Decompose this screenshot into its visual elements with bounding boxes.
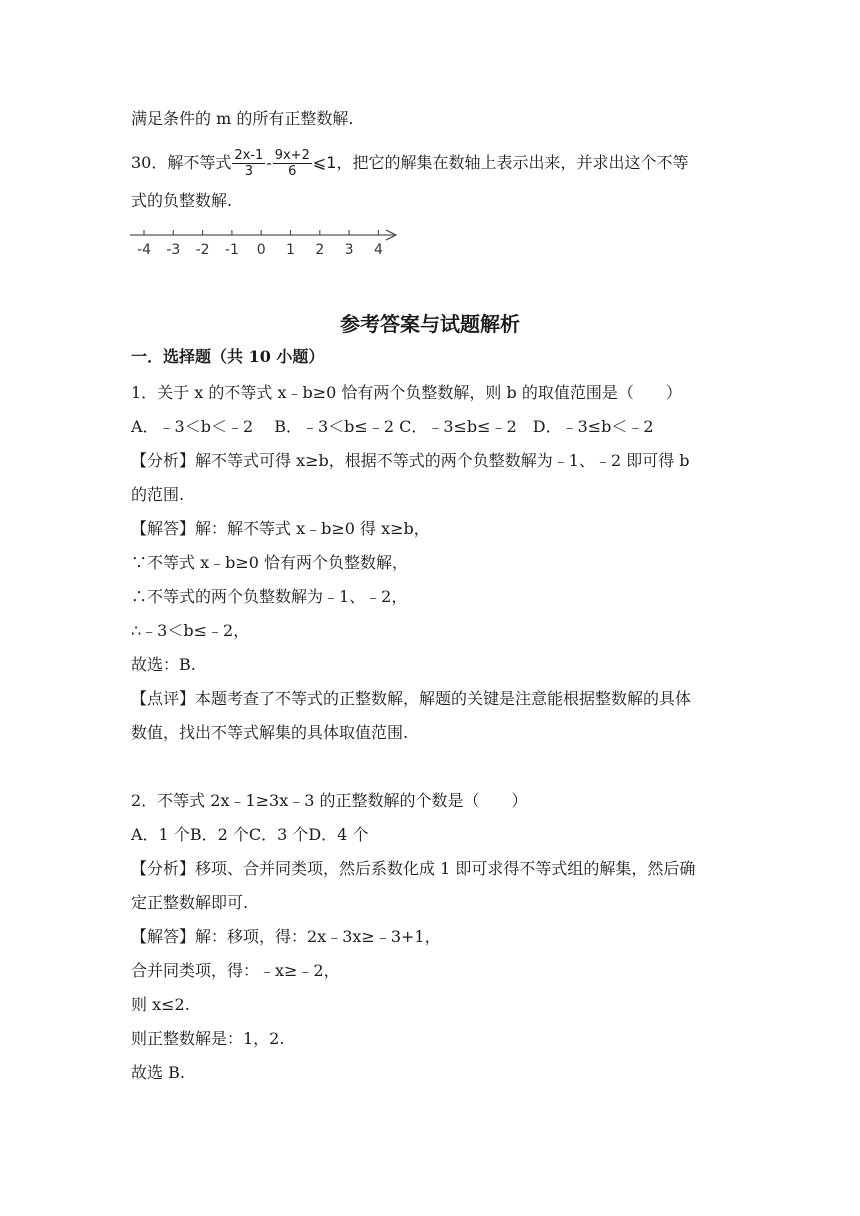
q2-solution-line-3: 则 x≤2. (131, 995, 190, 1014)
q2-solution-line-4: 则正整数解是：1，2. (131, 1029, 285, 1048)
q1-solution-line-3: ∴不等式的两个负整数解为﹣1、﹣2， (131, 587, 408, 606)
q2-stem: 2．不等式 2x﹣1≥3x﹣3 的正整数解的个数是（ ） (131, 791, 528, 810)
q1-comment-line-1: 【点评】本题考查了不等式的正整数解，解题的关键是注意能根据整数解的具体 (131, 689, 692, 708)
fraction-1-denominator: 3 (244, 164, 253, 179)
number-line-label: 4 (373, 242, 383, 258)
number-line-label: -1 (224, 242, 239, 258)
q1-solution-line-1: 【解答】解：解不等式 x﹣b≥0 得 x≥b， (131, 519, 430, 538)
q1-solution-line-5: 故选：B. (131, 655, 196, 674)
q2-options: A．1 个B．2 个C．3 个D．4 个 (131, 825, 369, 844)
number-line-label: 2 (315, 242, 325, 258)
fraction-2 (273, 148, 312, 179)
q2-solution-line-5: 故选 B. (131, 1063, 185, 1082)
number-line-label: 3 (344, 242, 354, 258)
fraction-1 (232, 148, 265, 179)
q2-analysis-line-1: 【分析】移项、合并同类项，然后系数化成 1 即可求得不等式组的解集，然后确 (131, 859, 696, 878)
q2-analysis-line-2: 定正整数解即可. (131, 893, 249, 912)
question-30-line-2: 式的负整数解. (131, 191, 233, 210)
question-30-prefix: 30．解不等式 (131, 153, 232, 172)
q2-solution-line-2: 合并同类项，得：﹣x≥﹣2， (131, 961, 340, 980)
q2-solution-line-1: 【解答】解：移项，得：2x﹣3x≥﹣3+1， (131, 927, 441, 946)
number-line (126, 222, 406, 258)
number-line-label: -4 (137, 242, 151, 258)
number-line-label: -3 (166, 242, 181, 258)
number-line-label: 1 (286, 242, 295, 258)
minus-sign: - (266, 153, 272, 172)
fraction-2-numerator: 9x+2 (274, 148, 310, 163)
q1-comment-line-2: 数值，找出不等式解集的具体取值范围. (131, 723, 409, 742)
answers-title: 参考答案与试题解析 (340, 312, 520, 336)
q1-analysis-line-1: 【分析】解不等式可得 x≥b，根据不等式的两个负整数解为﹣1、﹣2 即可得 b (131, 451, 690, 470)
q1-solution-line-4: ∴﹣3＜b≤﹣2， (131, 621, 250, 640)
section-heading: 一．选择题（共 10 小题） (131, 347, 325, 366)
question-30-line-1 (131, 148, 688, 179)
q1-options: A．﹣3＜b＜﹣2 B．﹣3＜b≤﹣2 C．﹣3≤b≤﹣2 D．﹣3≤b＜﹣2 (131, 417, 654, 436)
relation: ⩽1 (312, 153, 337, 172)
number-line-label: -2 (195, 242, 210, 258)
q1-analysis-line-2: 的范围. (131, 485, 185, 504)
q1-solution-line-2: ∵不等式 x﹣b≥0 恰有两个负整数解， (131, 553, 409, 572)
previous-question-tail: 满足条件的 m 的所有正整数解. (131, 109, 354, 128)
fraction-2-denominator: 6 (288, 164, 297, 179)
q1-stem: 1．关于 x 的不等式 x﹣b≥0 恰有两个负整数解，则 b 的取值范围是（ ） (131, 383, 682, 402)
fraction-1-numerator: 2x-1 (234, 148, 264, 163)
number-line-label: 0 (256, 242, 266, 258)
question-30-suffix: ，把它的解集在数轴上表示出来，并求出这个不等 (336, 153, 689, 172)
